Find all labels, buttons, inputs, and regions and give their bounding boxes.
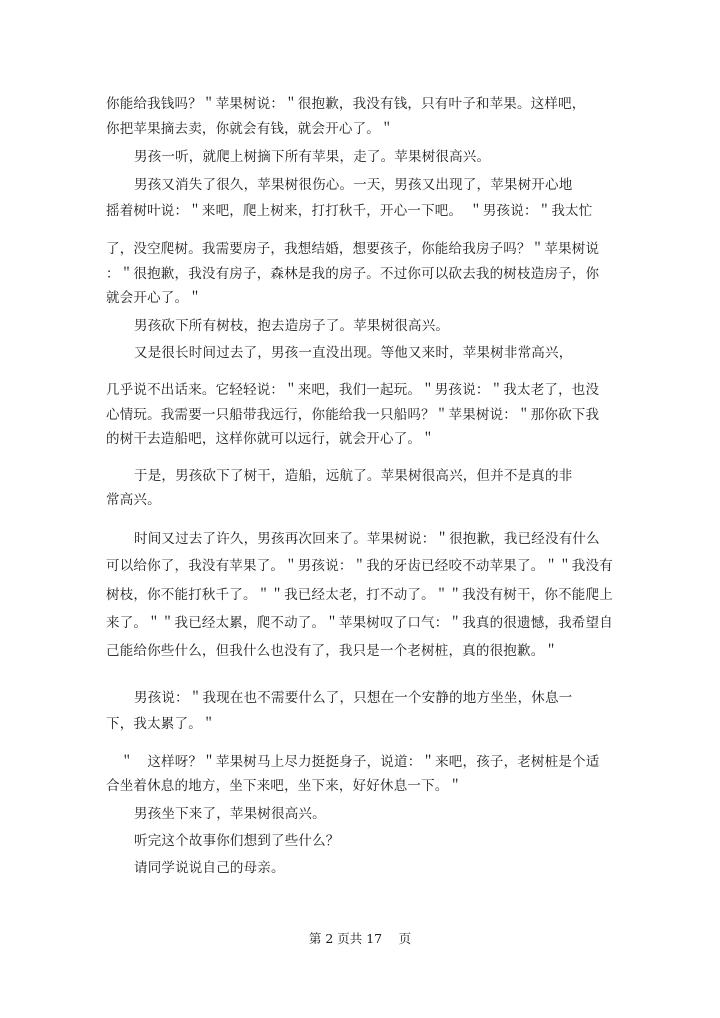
text-line: 摇着树叶说：＂来吧，爬上树来，打打秋千，开心一下吧。 ＂男孩说：＂我太忙: [106, 203, 593, 219]
page-footer: 第 2 页共 17 页: [308, 931, 412, 946]
text-line: 几乎说不出话来。它轻轻说：＂来吧，我们一起玩。＂男孩说：＂我太老了，也没: [106, 382, 600, 398]
text-line: 己能给你些什么，但我什么也没有了，我只是一个老树桩，真的很抱歉。＂: [106, 643, 559, 659]
text-line: 你把苹果摘去卖，你就会有钱，就会开心了。＂: [106, 121, 394, 137]
text-line: 听完这个故事你们想到了些什么？: [134, 833, 340, 849]
text-line: 下，我太累了。＂: [106, 716, 216, 732]
text-line: 男孩说：＂我现在也不需要什么了，只想在一个安静的地方坐坐，休息一: [134, 690, 573, 706]
text-line: 合坐着休息的地方，坐下来吧，坐下来，好好休息一下。＂: [106, 778, 463, 794]
text-line: 常高兴。: [106, 492, 161, 508]
text-line: 了，没空爬树。我需要房子，我想结婚，想要孩子，你能给我房子吗？＂苹果树说: [106, 241, 600, 257]
text-line: 于是，男孩砍下了树干，造船，远航了。苹果树很高兴，但并不是真的非: [134, 468, 573, 484]
text-line: 的树干去造船吧，这样你就可以远行，就会开心了。＂: [106, 431, 435, 447]
text-line: 男孩一听，就爬上树摘下所有苹果，走了。苹果树很高兴。: [134, 149, 491, 165]
text-line: ＂ 这样呀？＂苹果树马上尽力挺挺身子，说道：＂来吧，孩子，老树桩是个适: [120, 754, 600, 770]
text-line: 心情玩。我需要一只船带我远行，你能给我一只船吗？＂苹果树说：＂那你砍下我: [106, 407, 600, 423]
text-line: 男孩又消失了很久，苹果树很伤心。一天，男孩又出现了，苹果树开心地: [134, 177, 573, 193]
text-line: ：＂很抱歉，我没有房子，森林是我的房子。不过你可以砍去我的树枝造房子，你: [106, 266, 600, 282]
text-line: 男孩砍下所有树枝，抱去造房子了。苹果树很高兴。: [134, 318, 450, 334]
text-line: 时间又过去了许久，男孩再次回来了。苹果树说：＂很抱歉，我已经没有什么: [134, 531, 600, 547]
text-line: 树枝，你不能打秋千了。＂＂我已经太老，打不动了。＂＂我没有树干，你不能爬上: [106, 587, 613, 603]
text-line: 可以给你了，我没有苹果了。＂男孩说：＂我的牙齿已经咬不动苹果了。＂＂我没有: [106, 558, 613, 574]
text-line: 你能给我钱吗？＂苹果树说：＂很抱歉，我没有钱，只有叶子和苹果。这样吧，: [106, 96, 586, 112]
text-line: 男孩坐下来了，苹果树很高兴。: [134, 806, 326, 822]
text-line: 请同学说说自己的母亲。: [134, 860, 285, 876]
text-line: 又是很长时间过去了，男孩一直没出现。等他又来时，苹果树非常高兴，: [134, 345, 573, 361]
text-line: 来了。＂＂我已经太累，爬不动了。＂苹果树叹了口气：＂我真的很遗憾，我希望自: [106, 615, 613, 631]
text-line: 就会开心了。＂: [106, 290, 202, 306]
